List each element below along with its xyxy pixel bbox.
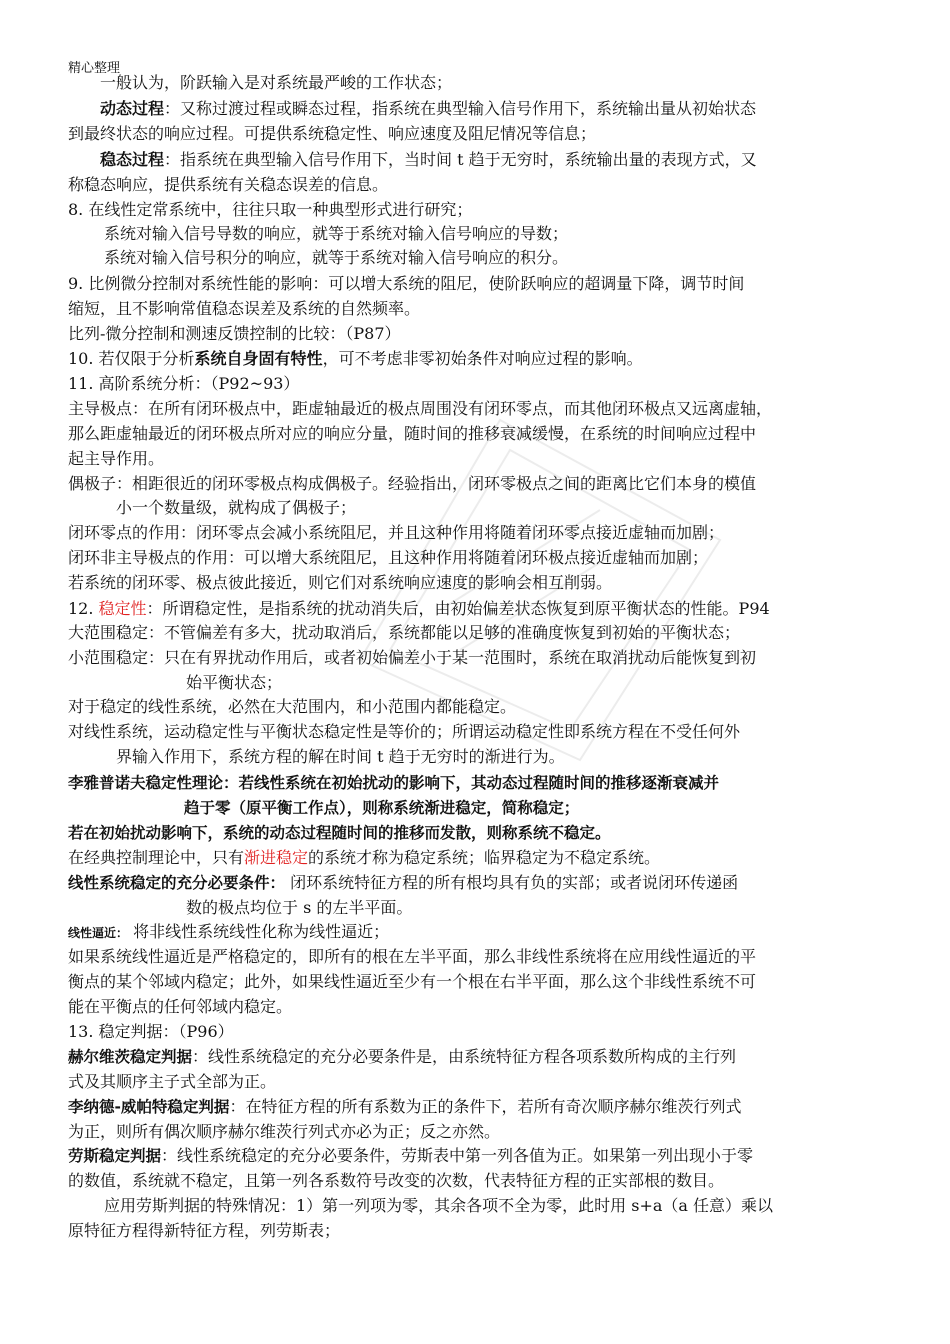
text-line [68, 598, 888, 620]
text-line [68, 847, 888, 869]
text-part: 在经典控制理论中，只有 [68, 848, 245, 867]
text-line [68, 1096, 888, 1118]
text-line: 系统对输入信号积分的响应，就等于系统对输入信号响应的积分。 [104, 248, 569, 267]
text-line [100, 149, 920, 171]
text-line: 对线性系统，运动稳定性与平衡状态稳定性是等价的；所谓运动稳定性即系统方程在不受任何外 [68, 722, 741, 741]
text-part: ：线性系统稳定的充分必要条件，劳斯表中第一列各值为正。如果第一列出现小于零 [161, 1146, 754, 1165]
text-line: 数的极点均位于 s 的左半平面。 [186, 898, 413, 917]
text-line: 称稳态响应，提供系统有关稳态误差的信息。 [68, 175, 389, 194]
text-part: 10. 若仅限于分析 [68, 349, 195, 368]
text-line: 闭环非主导极点的作用：可以增大系统阻尼，且这种作用将随着闭环极点接近虚轴而加剧； [68, 548, 709, 567]
text-line: 若系统的闭环零、极点彼此接近，则它们对系统响应速度的影响会相互削弱。 [68, 573, 613, 592]
text-line: 8. 在线性定常系统中，往往只取一种典型形式进行研究； [68, 200, 473, 219]
page-header: 精心整理 [68, 61, 121, 76]
term-steady-process: 稳态过程 [100, 150, 165, 169]
text-part: 12. [68, 599, 99, 618]
text-line: 如果系统线性逼近是严格稳定的，即所有的根在左半平面，那么非线性系统将在应用线性逼近的平 [68, 947, 757, 966]
text-line: 式及其顺序主子式全部为正。 [68, 1072, 277, 1091]
text-line: 11. 高阶系统分析：（P92~93） [68, 374, 300, 393]
text-part: 闭环系统特征方程的所有根均具有负的实部；或者说闭环传递函 [285, 873, 739, 892]
text-line [100, 98, 920, 120]
text-line: 那么距虚轴最近的闭环极点所对应的响应分量，随时间的推移衰减缓慢，在系统的时间响应过程中 [68, 424, 757, 443]
text-line: 衡点的某个邻域内稳定；此外，如果线性逼近至少有一个根在右半平面，那么这个非线性系统不可 [68, 972, 757, 991]
text-line: 缩短，且不影响常值稳态误差及系统的自然频率。 [68, 299, 421, 318]
definition: ：指系统在典型输入信号作用下，当时间 t 趋于无穷时，系统输出量的表现方式，又 [164, 150, 757, 169]
text-part: ：在特征方程的所有系数为正的条件下，若所有奇次顺序赫尔维茨行列式 [229, 1097, 742, 1116]
term-routh: 劳斯稳定判据 [68, 1147, 162, 1165]
text-line: 主导极点：在所有闭环极点中，距虚轴最近的极点周围没有闭环零点，而其他闭环极点又远离虚轴， [68, 399, 773, 418]
term-lienard-chipart: 李纳德-威帕特稳定判据 [68, 1098, 230, 1116]
text-part: ：线性系统稳定的充分必要条件是，由系统特征方程各项系数所构成的主行列 [192, 1047, 737, 1066]
text-part: 的系统才称为稳定系统；临界稳定为不稳定系统。 [308, 848, 661, 867]
text-line: 9. 比例微分控制对系统性能的影响：可以增大系统的阻尼，使阶跃响应的超调量下降，调节时间 [68, 274, 745, 293]
text-line: 一般认为，阶跃输入是对系统最严峻的工作状态； [100, 73, 453, 92]
term-hurwitz: 赫尔维茨稳定判据 [68, 1048, 193, 1066]
emphasis: 系统自身固有特性 [194, 349, 323, 368]
text-line: 小范围稳定：只在有界扰动作用后，或者初始偏差小于某一范围时，系统在取消扰动后能恢复到初 [68, 648, 757, 667]
text-line: 闭环零点的作用：闭环零点会减小系统阻尼，并且这种作用将随着闭环零点接近虚轴而加剧； [68, 523, 725, 542]
text-line: 为正，则所有偶次顺序赫尔维茨行列式亦必为正；反之亦然。 [68, 1122, 501, 1141]
text-line: 应用劳斯判据的特殊情况：1）第一列项为零，其余各项不全为零，此时用 s+a（a 任意）乘以 [104, 1196, 774, 1215]
text-line: 比列-微分控制和测速反馈控制的比较：（P87） [68, 324, 401, 343]
text-line-bold: 趋于零（原平衡工作点），则称系统渐进稳定，简称稳定； [184, 799, 580, 817]
text-line [68, 921, 888, 944]
term-stability-condition: 线性系统稳定的充分必要条件： [68, 874, 286, 892]
text-part: 将非线性系统线性化称为线性逼近； [128, 922, 390, 941]
text-line [68, 872, 888, 894]
text-line: 到最终状态的响应过程。可提供系统稳定性、响应速度及阻尼情况等信息； [68, 124, 597, 143]
text-line [68, 1145, 888, 1167]
text-line: 始平衡状态； [186, 673, 283, 692]
text-part: ：所谓稳定性，是指系统的扰动消失后，由初始偏差状态恢复到原平衡状态的性能。P94 [146, 599, 770, 618]
text-line-bold: 若在初始扰动影响下，系统的动态过程随时间的推移而发散，则称系统不稳定。 [68, 824, 611, 842]
text-line: 系统对输入信号导数的响应，就等于系统对输入信号响应的导数； [104, 224, 569, 243]
text-line: 13. 稳定判据：（P96） [68, 1022, 234, 1041]
text-line: 起主导作用。 [68, 449, 165, 468]
text-line: 界输入作用下，系统方程的解在时间 t 趋于无穷时的渐进行为。 [116, 747, 565, 766]
term-stability: 稳定性 [98, 599, 147, 618]
text-line-bold: 李雅普诺夫稳定性理论：若线性系统在初始扰动的影响下，其动态过程随时间的推移逐渐衰减并 [68, 774, 720, 792]
term-dynamic-process: 动态过程 [100, 99, 165, 118]
text-line [68, 348, 888, 370]
term-asymptotic-stability: 渐进稳定 [244, 848, 309, 867]
term-linear-approximation: 线性逼近： [68, 926, 129, 940]
text-line: 能在平衡点的任何邻域内稳定。 [68, 997, 293, 1016]
text-line: 对于稳定的线性系统，必然在大范围内，和小范围内都能稳定。 [68, 697, 517, 716]
definition: ：又称过渡过程或瞬态过程，指系统在典型输入信号作用下，系统输出量从初始状态 [164, 99, 757, 118]
text-line: 原特征方程得新特征方程，列劳斯表； [68, 1221, 341, 1240]
text-line [68, 1046, 888, 1068]
text-part: ，可不考虑非零初始条件对响应过程的影响。 [322, 349, 643, 368]
text-line: 大范围稳定：不管偏差有多大，扰动取消后，系统都能以足够的准确度恢复到初始的平衡状态； [68, 623, 741, 642]
text-line: 小一个数量级，就构成了偶极子； [116, 498, 357, 517]
text-line: 偶极子：相距很近的闭环零极点构成偶极子。经验指出，闭环零极点之间的距离比它们本身的模值 [68, 474, 757, 493]
text-line: 的数值，系统就不稳定，且第一列各系数符号改变的次数，代表特征方程的正实部根的数目。 [68, 1171, 725, 1190]
